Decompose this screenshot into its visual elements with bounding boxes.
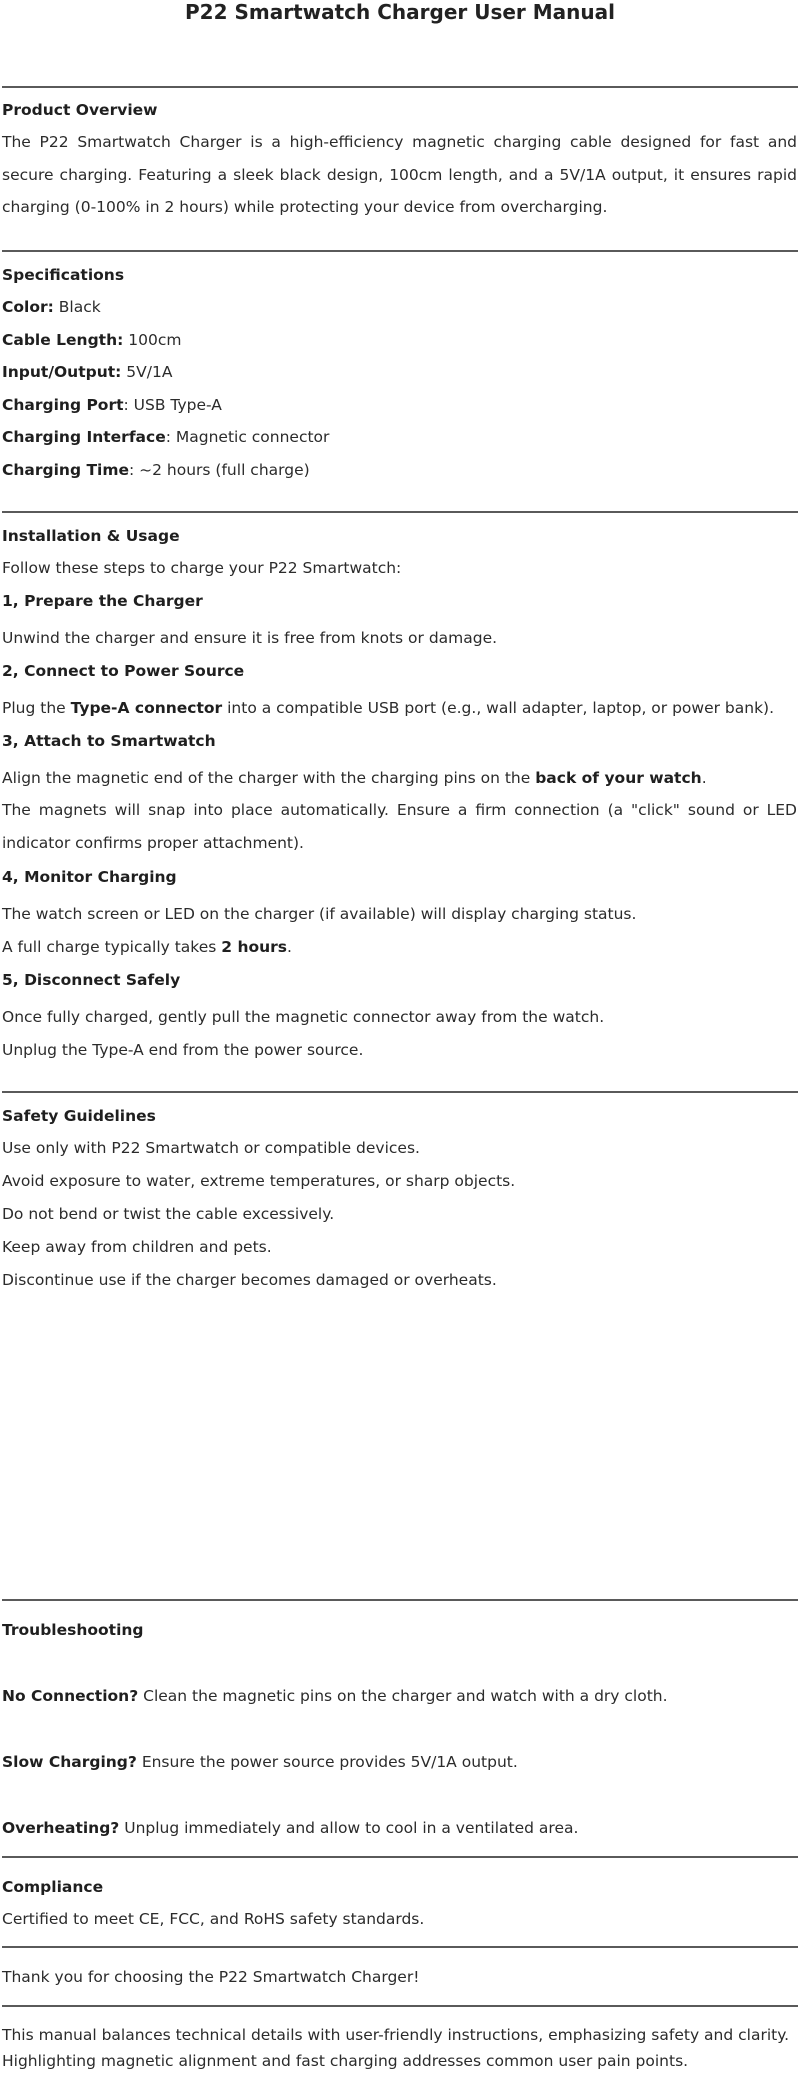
step-3-text: Align the magnetic end of the charger with the charging pins on the back of your watch. (2, 769, 707, 787)
divider (2, 1856, 798, 1858)
safety-item: Discontinue use if the charger becomes damaged or overheats. (2, 1271, 497, 1289)
install-heading: Installation & Usage (2, 527, 180, 545)
spec-label: Cable Length: (2, 331, 124, 349)
spec-value: : USB Type-A (123, 396, 222, 414)
step-2-title: 2, Connect to Power Source (2, 662, 245, 680)
spec-row-charging-interface (2, 428, 329, 446)
divider (2, 86, 798, 88)
step-4-text-2: A full charge typically takes 2 hours. (2, 938, 292, 956)
spec-row-charging-time (2, 461, 310, 479)
footer-line: Highlighting magnetic alignment and fast charging addresses common user pain points. (2, 2052, 689, 2070)
page-title: P22 Smartwatch Charger User Manual (185, 0, 615, 24)
spec-label: Input/Output: (2, 363, 122, 381)
compliance-text: Certified to meet CE, FCC, and RoHS safety standards. (2, 1910, 425, 1928)
troubleshooting-item: Slow Charging? Ensure the power source provides 5V/1A output. (2, 1753, 518, 1771)
spec-label: Color: (2, 298, 54, 316)
safety-item: Avoid exposure to water, extreme temperatures, or sharp objects. (2, 1172, 516, 1190)
spec-label: Charging Port (2, 396, 124, 414)
spec-value: 5V/1A (121, 363, 173, 381)
spec-row-charging-port (2, 396, 222, 414)
safety-heading: Safety Guidelines (2, 1107, 156, 1125)
install-intro: Follow these steps to charge your P22 Smartwatch: (2, 559, 402, 577)
step-1-text: Unwind the charger and ensure it is free from knots or damage. (2, 629, 498, 647)
troubleshooting-item: Overheating? Unplug immediately and allow to cool in a ventilated area. (2, 1819, 579, 1837)
step-3-para: The magnets will snap into place automatically. Ensure a firm connection (a "click" sound or LED indicator confirms proper attachment). (2, 801, 797, 852)
spec-value: : ~2 hours (full charge) (129, 461, 310, 479)
troubleshooting-item: No Connection? Clean the magnetic pins on the charger and watch with a dry cloth. (2, 1687, 668, 1705)
divider (2, 1091, 798, 1093)
step-1-title: 1, Prepare the Charger (2, 592, 203, 610)
specs-heading: Specifications (2, 266, 125, 284)
step-5-text: Once fully charged, gently pull the magnetic connector away from the watch. (2, 1008, 605, 1026)
safety-item: Use only with P22 Smartwatch or compatible devices. (2, 1139, 420, 1157)
step-4-text: The watch screen or LED on the charger (if available) will display charging status. (2, 905, 637, 923)
spec-value: 100cm (123, 331, 182, 349)
step-5-text-2: Unplug the Type-A end from the power source. (2, 1041, 364, 1059)
thanks-text: Thank you for choosing the P22 Smartwatch Charger! (2, 1968, 420, 1986)
compliance-heading: Compliance (2, 1878, 104, 1896)
divider (2, 250, 798, 252)
spec-value: Black (53, 298, 101, 316)
divider (2, 1946, 798, 1948)
divider (2, 511, 798, 513)
divider (2, 2005, 798, 2007)
footer-line: This manual balances technical details with user-friendly instructions, emphasizing safety and clarity. (2, 2026, 790, 2044)
safety-item: Keep away from children and pets. (2, 1238, 272, 1256)
troubleshooting-heading: Troubleshooting (2, 1621, 144, 1639)
divider (2, 1599, 798, 1601)
spec-row-color (2, 298, 101, 316)
spec-row-cable-length (2, 331, 181, 349)
step-5-title: 5, Disconnect Safely (2, 971, 181, 989)
spec-row-input-output (2, 363, 172, 381)
spec-label: Charging Time (2, 461, 129, 479)
step-2-text: Plug the Type-A connector into a compatible USB port (e.g., wall adapter, laptop, or power bank). (2, 699, 775, 717)
step-4-title: 4, Monitor Charging (2, 868, 177, 886)
spec-label: Charging Interface (2, 428, 166, 446)
overview-text: The P22 Smartwatch Charger is a high-efficiency magnetic charging cable designed for fast and secure charging. Featuring a sleek black design, 100cm length, and a 5V/1A output, it ensures rapid charging (0-100% in 2 hours) while protecting your device from overcharging. (2, 133, 797, 216)
safety-item: Do not bend or twist the cable excessively. (2, 1205, 335, 1223)
spec-value: : Magnetic connector (165, 428, 330, 446)
step-3-title: 3, Attach to Smartwatch (2, 732, 216, 750)
overview-heading: Product Overview (2, 101, 158, 119)
